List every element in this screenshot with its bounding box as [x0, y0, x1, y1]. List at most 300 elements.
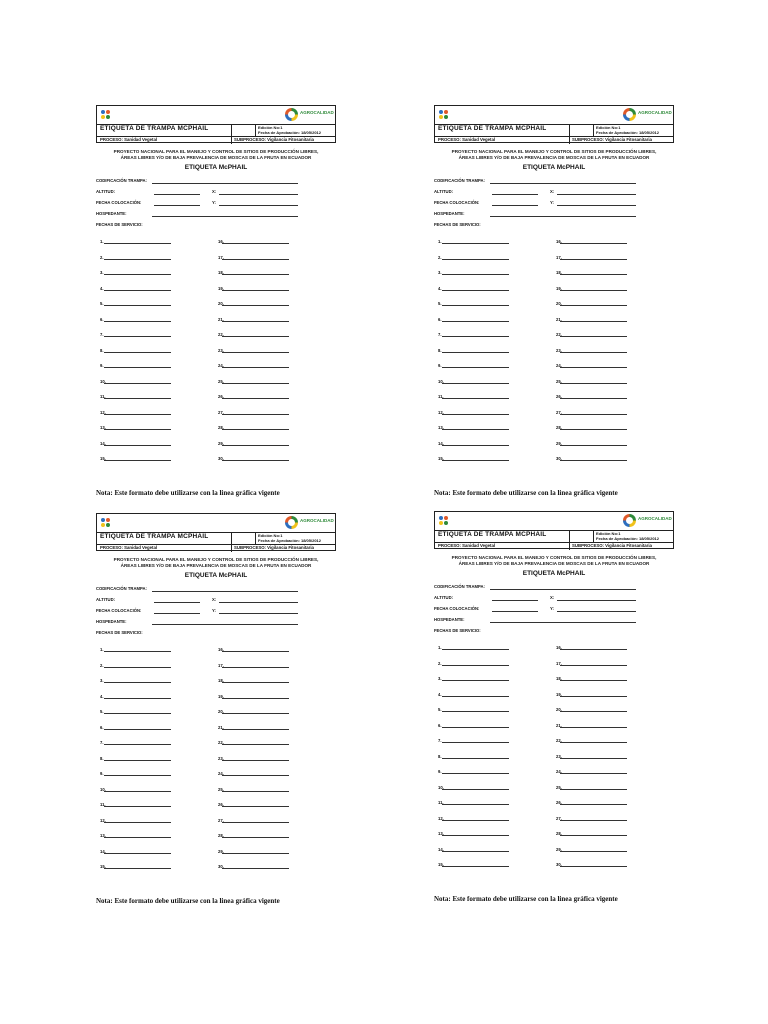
- entry-number: 8.: [438, 753, 442, 759]
- entry-number: 29.: [218, 440, 224, 446]
- entry-number: 17.: [556, 254, 562, 260]
- entry-number: 21.: [218, 316, 224, 322]
- entry-line: [222, 667, 289, 668]
- entry-number: 16.: [218, 239, 224, 244]
- agrocalidad-emblem-icon: [285, 108, 298, 121]
- approval-date: Fecha de Aprobación: 18/05/2012: [258, 538, 321, 543]
- entry-number: 23.: [218, 755, 224, 761]
- entry-line: [222, 682, 289, 683]
- entry-number: 1.: [100, 239, 104, 244]
- entry-line: [104, 837, 171, 838]
- entry-line: [222, 744, 289, 745]
- entry-line: [104, 853, 171, 854]
- entry-line: [104, 274, 171, 275]
- entry-line: [560, 711, 627, 712]
- format-note: Nota: Este formato debe utilizarse con la linea gráfica vigente: [434, 489, 618, 497]
- entry-line: [560, 429, 627, 430]
- project-line-2: ÁREAS LIBRES Y/O DE BAJA PREVALENCIA DE MOSCAS DE LA FRUTA EN ECUADOR: [120, 155, 312, 160]
- entry-line: [104, 383, 171, 384]
- entry-line: [442, 398, 509, 399]
- agrocalidad-emblem-icon: [623, 108, 636, 121]
- entry-line: [560, 742, 627, 743]
- entry-number: 20.: [218, 709, 224, 714]
- ministry-logo-icon: [101, 518, 111, 528]
- entry-number: 7.: [100, 332, 104, 337]
- placement-date-label: FECHA COLOCACIÓN:: [96, 200, 142, 205]
- entry-number: 22.: [218, 332, 224, 337]
- entry-number: 5.: [438, 707, 442, 712]
- altitude-line: [154, 194, 200, 195]
- subprocess-label: SUBPROCESO: Vigilancia Fitosanitaria: [234, 137, 314, 142]
- entry-line: [104, 398, 171, 399]
- entry-number: 7.: [100, 740, 104, 745]
- form-title: ETIQUETA DE TRAMPA MCPHAIL: [438, 125, 547, 132]
- entry-line: [560, 460, 627, 461]
- altitude-label: ALTITUD:: [434, 595, 453, 600]
- entry-number: 8.: [100, 755, 104, 761]
- altitude-line: [492, 194, 538, 195]
- entry-line: [222, 729, 289, 730]
- entry-number: 3.: [100, 678, 104, 683]
- entry-line: [222, 713, 289, 714]
- entry-line: [104, 868, 171, 869]
- entry-number: 7.: [438, 332, 442, 337]
- host-line: [490, 622, 636, 623]
- entry-line: [222, 775, 289, 776]
- agrocalidad-logo: [623, 514, 672, 528]
- entry-number: 19.: [218, 693, 224, 699]
- host-line: [490, 216, 636, 217]
- x-coordinate-line: [219, 194, 298, 195]
- x-coordinate-label: X:: [212, 189, 217, 194]
- entry-line: [222, 243, 289, 244]
- entry-line: [104, 336, 171, 337]
- trap-code-line: [490, 589, 636, 590]
- entry-line: [560, 383, 627, 384]
- y-coordinate-label: Y:: [550, 200, 554, 205]
- entry-number: 20.: [218, 301, 224, 306]
- mcphail-label-card: [434, 511, 674, 903]
- entry-line: [104, 744, 171, 745]
- subprocess-label: SUBPROCESO: Vigilancia Fitosanitaria: [234, 545, 314, 550]
- entry-number: 16.: [556, 645, 562, 650]
- document-header: [434, 511, 674, 549]
- entry-line: [222, 321, 289, 322]
- entry-line: [442, 321, 509, 322]
- altitude-line: [492, 600, 538, 601]
- project-description: [96, 149, 336, 161]
- entry-number: 3.: [100, 270, 104, 275]
- entry-line: [104, 682, 171, 683]
- agrocalidad-brand: AGROCALIDAD: [638, 110, 672, 115]
- altitude-label: ALTITUD:: [434, 189, 453, 194]
- entry-number: 9.: [100, 771, 104, 776]
- service-dates-label: FECHAS DE SERVICIO:: [434, 628, 481, 633]
- entry-line: [442, 383, 509, 384]
- entry-number: 14.: [438, 846, 444, 852]
- project-line-1: PROYECTO NACIONAL PARA EL MANEJO Y CONTROL DE SITIOS DE PRODUCCIÓN LIBRES,: [451, 149, 657, 154]
- entry-number: 19.: [556, 691, 562, 697]
- entry-line: [560, 445, 627, 446]
- entry-number: 5.: [100, 709, 104, 714]
- entry-line: [560, 758, 627, 759]
- entry-number: 5.: [438, 301, 442, 306]
- entry-line: [104, 305, 171, 306]
- entry-number: 7.: [438, 738, 442, 743]
- y-coordinate-line: [557, 205, 636, 206]
- entry-number: 2.: [100, 662, 104, 668]
- entry-number: 30.: [218, 864, 224, 869]
- entry-line: [560, 259, 627, 260]
- entry-number: 23.: [556, 347, 562, 353]
- entry-number: 1.: [100, 647, 104, 652]
- entry-number: 2.: [100, 254, 104, 260]
- entry-line: [442, 789, 509, 790]
- entry-number: 21.: [556, 316, 562, 322]
- entry-number: 10.: [100, 378, 106, 384]
- ministry-logo-icon: [439, 110, 449, 120]
- entry-number: 1.: [438, 239, 442, 244]
- entry-number: 19.: [218, 285, 224, 291]
- edition-number: Edición No:1: [596, 125, 621, 130]
- project-line-2: ÁREAS LIBRES Y/O DE BAJA PREVALENCIA DE MOSCAS DE LA FRUTA EN ECUADOR: [458, 561, 650, 566]
- label-title: ETIQUETA McPHAIL: [184, 572, 248, 579]
- y-coordinate-label: Y:: [212, 608, 216, 613]
- mcphail-label-card: [96, 105, 336, 497]
- entry-number: 16.: [556, 239, 562, 244]
- entry-number: 24.: [556, 769, 562, 774]
- entry-line: [222, 352, 289, 353]
- entry-line: [560, 321, 627, 322]
- entry-number: 13.: [100, 425, 106, 430]
- entry-line: [560, 414, 627, 415]
- entry-line: [442, 866, 509, 867]
- entry-number: 11.: [438, 800, 444, 805]
- entry-number: 11.: [100, 802, 106, 807]
- entry-number: 17.: [218, 254, 224, 260]
- mcphail-label-card: [434, 105, 674, 497]
- entry-line: [442, 680, 509, 681]
- ministry-logo: [101, 109, 141, 121]
- entry-number: 21.: [218, 724, 224, 730]
- process-label: PROCESO: Sanidad Vegetal: [100, 137, 158, 142]
- label-title: ETIQUETA McPHAIL: [522, 164, 586, 171]
- entry-number: 6.: [100, 316, 104, 322]
- entry-line: [442, 305, 509, 306]
- altitude-label: ALTITUD:: [96, 597, 115, 602]
- process-label: PROCESO: Sanidad Vegetal: [438, 137, 496, 142]
- trap-code-label: CODIFICACIÓN TRAMPA:: [96, 178, 147, 183]
- entry-line: [104, 729, 171, 730]
- entry-line: [560, 367, 627, 368]
- agrocalidad-logo: [285, 516, 334, 530]
- entry-line: [560, 727, 627, 728]
- entry-number: 28.: [218, 833, 224, 838]
- entry-number: 28.: [556, 425, 562, 430]
- entry-line: [222, 398, 289, 399]
- host-label: HOSPEDANTE:: [434, 211, 465, 216]
- project-line-2: ÁREAS LIBRES Y/O DE BAJA PREVALENCIA DE MOSCAS DE LA FRUTA EN ECUADOR: [120, 563, 312, 568]
- entry-line: [560, 352, 627, 353]
- entry-number: 28.: [556, 831, 562, 836]
- placement-date-line: [154, 205, 200, 206]
- entry-number: 27.: [556, 409, 562, 415]
- entry-number: 29.: [556, 846, 562, 852]
- form-title: ETIQUETA DE TRAMPA MCPHAIL: [100, 125, 209, 132]
- altitude-label: ALTITUD:: [96, 189, 115, 194]
- approval-date: Fecha de Aprobación: 18/05/2012: [596, 536, 659, 541]
- entry-number: 9.: [438, 769, 442, 774]
- entry-line: [442, 804, 509, 805]
- entry-number: 19.: [556, 285, 562, 291]
- entry-number: 15.: [100, 456, 106, 461]
- entry-number: 10.: [438, 784, 444, 790]
- entry-number: 30.: [218, 456, 224, 461]
- form-title: ETIQUETA DE TRAMPA MCPHAIL: [100, 533, 209, 540]
- x-coordinate-line: [219, 602, 298, 603]
- project-line-2: ÁREAS LIBRES Y/O DE BAJA PREVALENCIA DE MOSCAS DE LA FRUTA EN ECUADOR: [458, 155, 650, 160]
- project-line-1: PROYECTO NACIONAL PARA EL MANEJO Y CONTROL DE SITIOS DE PRODUCCIÓN LIBRES,: [113, 149, 319, 154]
- entry-number: 9.: [100, 363, 104, 368]
- entry-number: 4.: [100, 285, 104, 291]
- entry-line: [222, 290, 289, 291]
- project-line-1: PROYECTO NACIONAL PARA EL MANEJO Y CONTROL DE SITIOS DE PRODUCCIÓN LIBRES,: [113, 557, 319, 562]
- entry-number: 25.: [218, 378, 224, 384]
- entry-line: [560, 274, 627, 275]
- entry-line: [104, 414, 171, 415]
- entry-number: 29.: [218, 848, 224, 854]
- altitude-line: [154, 602, 200, 603]
- entry-line: [560, 243, 627, 244]
- entry-line: [442, 274, 509, 275]
- entry-line: [222, 367, 289, 368]
- entry-line: [442, 352, 509, 353]
- entry-number: 12.: [100, 409, 106, 415]
- agrocalidad-brand: AGROCALIDAD: [638, 516, 672, 521]
- entry-number: 18.: [556, 270, 562, 275]
- agrocalidad-emblem-icon: [285, 516, 298, 529]
- entry-line: [560, 820, 627, 821]
- entry-line: [104, 698, 171, 699]
- entry-number: 20.: [556, 301, 562, 306]
- entry-number: 13.: [438, 425, 444, 430]
- project-description: [96, 557, 336, 569]
- entry-number: 30.: [556, 862, 562, 867]
- entry-line: [222, 868, 289, 869]
- approval-date: Fecha de Aprobación: 18/05/2012: [596, 130, 659, 135]
- entry-number: 28.: [218, 425, 224, 430]
- mcphail-label-card: [96, 513, 336, 905]
- entry-number: 12.: [100, 817, 106, 823]
- document-header: [96, 513, 336, 551]
- entry-line: [442, 243, 509, 244]
- placement-date-line: [492, 611, 538, 612]
- entry-line: [442, 259, 509, 260]
- entry-line: [222, 837, 289, 838]
- host-label: HOSPEDANTE:: [96, 619, 127, 624]
- entry-line: [222, 822, 289, 823]
- entry-number: 21.: [556, 722, 562, 728]
- y-coordinate-line: [557, 611, 636, 612]
- entry-line: [222, 651, 289, 652]
- entry-number: 15.: [100, 864, 106, 869]
- entry-line: [442, 367, 509, 368]
- x-coordinate-label: X:: [212, 597, 217, 602]
- entry-line: [560, 789, 627, 790]
- host-label: HOSPEDANTE:: [96, 211, 127, 216]
- entry-number: 16.: [218, 647, 224, 652]
- entry-line: [222, 305, 289, 306]
- entry-line: [104, 290, 171, 291]
- entry-line: [222, 383, 289, 384]
- entry-number: 17.: [556, 660, 562, 666]
- entry-line: [104, 651, 171, 652]
- entry-number: 23.: [218, 347, 224, 353]
- entry-line: [442, 773, 509, 774]
- entry-number: 11.: [438, 394, 444, 399]
- entry-number: 10.: [438, 378, 444, 384]
- entry-line: [560, 398, 627, 399]
- placement-date-line: [492, 205, 538, 206]
- service-dates-label: FECHAS DE SERVICIO:: [96, 630, 143, 635]
- placement-date-label: FECHA COLOCACIÓN:: [434, 606, 480, 611]
- entry-line: [222, 791, 289, 792]
- trap-code-label: CODIFICACIÓN TRAMPA:: [96, 586, 147, 591]
- format-note: Nota: Este formato debe utilizarse con la linea gráfica vigente: [96, 897, 280, 905]
- y-coordinate-line: [219, 613, 298, 614]
- entry-line: [560, 851, 627, 852]
- entry-number: 20.: [556, 707, 562, 712]
- entry-number: 4.: [438, 285, 442, 291]
- entry-line: [104, 791, 171, 792]
- entry-line: [104, 806, 171, 807]
- host-line: [152, 216, 298, 217]
- ministry-logo-icon: [439, 516, 449, 526]
- form-title: ETIQUETA DE TRAMPA MCPHAIL: [438, 531, 547, 538]
- x-coordinate-line: [557, 194, 636, 195]
- entry-line: [222, 698, 289, 699]
- entry-line: [222, 853, 289, 854]
- entry-number: 6.: [100, 724, 104, 730]
- entry-line: [104, 775, 171, 776]
- service-dates-label: FECHAS DE SERVICIO:: [96, 222, 143, 227]
- entry-line: [442, 851, 509, 852]
- entry-line: [104, 667, 171, 668]
- entry-number: 17.: [218, 662, 224, 668]
- entry-number: 27.: [556, 815, 562, 821]
- entry-number: 24.: [556, 363, 562, 368]
- entry-number: 2.: [438, 660, 442, 666]
- entry-number: 22.: [218, 740, 224, 745]
- entry-line: [442, 290, 509, 291]
- entry-line: [104, 822, 171, 823]
- entry-number: 18.: [556, 676, 562, 681]
- entry-line: [442, 649, 509, 650]
- entry-number: 8.: [100, 347, 104, 353]
- entry-number: 12.: [438, 815, 444, 821]
- entry-line: [560, 665, 627, 666]
- entry-number: 22.: [556, 332, 562, 337]
- entry-number: 1.: [438, 645, 442, 650]
- entry-line: [560, 773, 627, 774]
- entry-line: [104, 367, 171, 368]
- ministry-logo: [439, 515, 479, 527]
- entry-number: 5.: [100, 301, 104, 306]
- format-note: Nota: Este formato debe utilizarse con la linea gráfica vigente: [96, 489, 280, 497]
- agrocalidad-emblem-icon: [623, 514, 636, 527]
- entry-number: 27.: [218, 409, 224, 415]
- entry-number: 8.: [438, 347, 442, 353]
- entry-line: [222, 259, 289, 260]
- entry-number: 3.: [438, 676, 442, 681]
- ministry-logo: [101, 517, 141, 529]
- entry-line: [104, 760, 171, 761]
- entry-line: [222, 460, 289, 461]
- trap-code-label: CODIFICACIÓN TRAMPA:: [434, 584, 485, 589]
- entry-line: [222, 336, 289, 337]
- entry-number: 26.: [218, 802, 224, 807]
- entry-number: 24.: [218, 771, 224, 776]
- entry-number: 11.: [100, 394, 106, 399]
- entry-number: 26.: [556, 394, 562, 399]
- entry-number: 13.: [100, 833, 106, 838]
- entry-line: [104, 713, 171, 714]
- entry-line: [222, 445, 289, 446]
- trap-code-line: [152, 591, 298, 592]
- agrocalidad-logo: [623, 108, 672, 122]
- entry-number: 25.: [218, 786, 224, 792]
- entry-number: 15.: [438, 456, 444, 461]
- entry-number: 4.: [438, 691, 442, 697]
- placement-date-label: FECHA COLOCACIÓN:: [96, 608, 142, 613]
- entry-line: [104, 243, 171, 244]
- entry-line: [222, 414, 289, 415]
- trap-code-label: CODIFICACIÓN TRAMPA:: [434, 178, 485, 183]
- entry-line: [442, 711, 509, 712]
- entry-line: [560, 649, 627, 650]
- entry-line: [442, 414, 509, 415]
- entry-line: [104, 259, 171, 260]
- entry-line: [442, 820, 509, 821]
- process-label: PROCESO: Sanidad Vegetal: [100, 545, 158, 550]
- agrocalidad-logo: [285, 108, 334, 122]
- entry-number: 25.: [556, 784, 562, 790]
- entry-line: [442, 758, 509, 759]
- ministry-logo-icon: [101, 110, 111, 120]
- entry-number: 15.: [438, 862, 444, 867]
- entry-line: [560, 696, 627, 697]
- edition-number: Edición No:1: [258, 533, 283, 538]
- entry-number: 26.: [556, 800, 562, 805]
- entry-line: [560, 866, 627, 867]
- x-coordinate-line: [557, 600, 636, 601]
- entry-number: 2.: [438, 254, 442, 260]
- y-coordinate-label: Y:: [550, 606, 554, 611]
- entry-line: [560, 835, 627, 836]
- approval-date: Fecha de Aprobación: 18/05/2012: [258, 130, 321, 135]
- entry-line: [104, 445, 171, 446]
- host-label: HOSPEDANTE:: [434, 617, 465, 622]
- entry-line: [442, 445, 509, 446]
- entry-number: 18.: [218, 678, 224, 683]
- service-dates-label: FECHAS DE SERVICIO:: [434, 222, 481, 227]
- entry-number: 29.: [556, 440, 562, 446]
- entry-line: [222, 806, 289, 807]
- entry-number: 27.: [218, 817, 224, 823]
- subprocess-label: SUBPROCESO: Vigilancia Fitosanitaria: [572, 543, 652, 548]
- entry-line: [442, 460, 509, 461]
- entry-number: 25.: [556, 378, 562, 384]
